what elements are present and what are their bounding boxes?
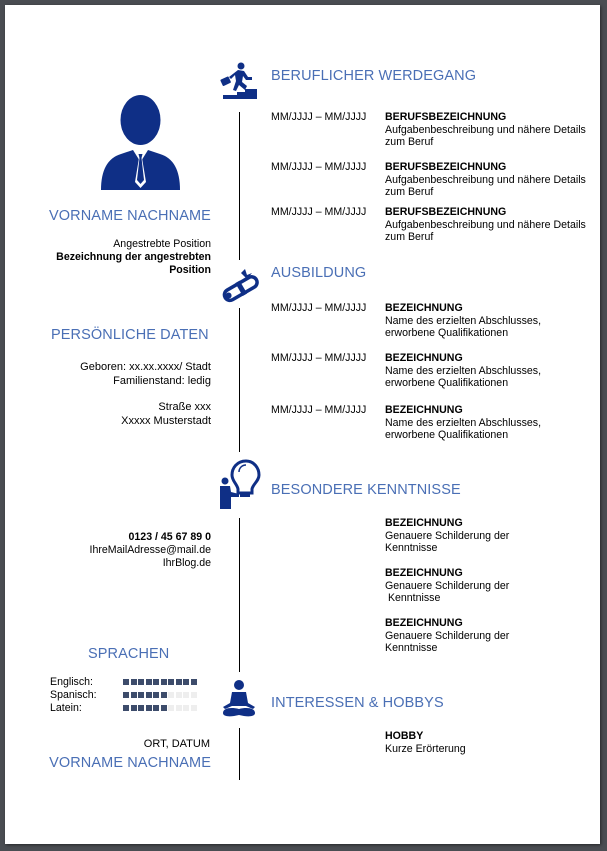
language-row [50,676,93,688]
city: Xxxxx Musterstadt [121,414,211,427]
language-name: Spanisch: [50,689,97,701]
level-dot-filled [191,679,197,685]
entry-line1: Genauere Schilderung der [385,579,510,592]
entry-line1: Genauere Schilderung der [385,529,510,542]
entry-title: BEZEICHNUNG [385,567,463,579]
career-stairs-icon [219,61,259,106]
position-value-1: Bezeichnung der angestrebten [56,250,211,263]
level-dot-empty [183,692,189,698]
position-value-2: Position [169,263,211,276]
level-dot-empty [183,705,189,711]
level-dot-filled [153,705,159,711]
blog-link[interactable]: IhrBlog.de [162,557,211,569]
entry-line2: zum Beruf [385,136,434,149]
entry-date: MM/JJJJ – MM/JJJJ [271,111,367,123]
entry-title: HOBBY [385,730,424,742]
diploma-icon [219,267,263,312]
meditation-icon [219,679,259,724]
entry-description [385,161,600,199]
person-silhouette-icon [93,90,188,192]
level-dot-empty [176,692,182,698]
entry-date: MM/JJJJ – MM/JJJJ [271,404,367,416]
level-dot-filled [131,705,137,711]
entry-title: BEZEICHNUNG [385,517,463,529]
language-row [50,702,82,714]
level-dot-filled [153,679,159,685]
lightbulb-person-icon [219,457,263,516]
language-name: Englisch: [50,676,93,688]
level-dot-filled [123,679,129,685]
entry-line2: Kenntnisse [385,592,441,605]
entry-line2: zum Beruf [385,186,434,199]
level-dot-filled [123,692,129,698]
entry-line2: erworbene Qualifikationen [385,429,509,442]
entry-date: MM/JJJJ – MM/JJJJ [271,206,367,218]
level-dot-empty [168,692,174,698]
street: Straße xxx [158,401,211,413]
entry-title: BERUFSBEZEICHNUNG [385,206,507,218]
entry-date: MM/JJJJ – MM/JJJJ [271,161,367,173]
avatar [93,90,188,192]
level-dot-filled [131,679,137,685]
language-level-bar [123,705,197,711]
timeline-line [239,112,240,260]
entry-line2: erworbene Qualifikationen [385,327,509,340]
level-dot-filled [138,705,144,711]
level-dot-empty [168,705,174,711]
entry-line2: Kenntnisse [385,642,438,655]
level-dot-filled [183,679,189,685]
contact-block [11,531,211,570]
level-dot-filled [161,692,167,698]
level-dot-filled [176,679,182,685]
place-date: ORT, DATUM [143,738,210,750]
languages-heading: SPRACHEN [88,646,170,662]
entry-description [385,567,600,605]
entry-line1: Name des erzielten Abschlusses, [385,364,542,377]
timeline-line [239,308,240,452]
level-dot-empty [191,692,197,698]
level-dot-filled [138,692,144,698]
level-dot-filled [123,705,129,711]
entry-description [385,730,600,755]
personal-heading: PERSÖNLICHE DATEN [51,327,209,343]
entry-line1: Aufgabenbeschreibung und nähere Details [385,218,586,231]
language-level-bar [123,692,197,698]
level-dot-filled [146,679,152,685]
level-dot-empty [191,705,197,711]
entry-line1: Genauere Schilderung der [385,629,510,642]
phone: 0123 / 45 67 89 0 [128,531,211,543]
level-dot-filled [161,679,167,685]
entry-line2: zum Beruf [385,231,434,244]
entry-title: BEZEICHNUNG [385,617,463,629]
entry-title: BEZEICHNUNG [385,302,463,314]
entry-description [385,617,600,655]
entry-description [385,352,600,390]
email-link[interactable]: IhreMailAdresse@mail.de [89,544,211,556]
level-dot-filled [153,692,159,698]
entry-line1: Name des erzielten Abschlusses, [385,416,542,429]
entry-line1: Name des erzielten Abschlusses, [385,314,542,327]
marital-status: Familienstand: ledig [113,374,211,387]
level-dot-filled [138,679,144,685]
entry-line1: Aufgabenbeschreibung und nähere Details [385,173,586,186]
entry-title: BEZEICHNUNG [385,404,463,416]
personal-block [11,361,211,428]
entry-description [385,404,600,442]
entry-description [385,517,600,555]
position-block [11,238,211,276]
entry-description [385,206,600,244]
entry-title: BERUFSBEZEICHNUNG [385,111,507,123]
education-heading: AUSBILDUNG [271,265,367,281]
entry-line2: Kenntnisse [385,542,438,555]
entry-description [385,302,600,340]
entry-title: BERUFSBEZEICHNUNG [385,161,507,173]
entry-description [385,111,600,149]
timeline-line [239,728,240,780]
footer-name: VORNAME NACHNAME [49,755,211,771]
entry-line1: Aufgabenbeschreibung und nähere Details [385,123,586,136]
level-dot-empty [176,705,182,711]
profile-name: VORNAME NACHNAME [49,208,211,224]
level-dot-filled [161,705,167,711]
birth-info: Geboren: xx.xx.xxxx/ Stadt [80,361,211,373]
entry-date: MM/JJJJ – MM/JJJJ [271,352,367,364]
entry-line1: Kurze Erörterung [385,742,466,755]
level-dot-filled [146,705,152,711]
skills-heading: BESONDERE KENNTNISSE [271,482,461,498]
level-dot-filled [131,692,137,698]
level-dot-filled [168,679,174,685]
level-dot-filled [146,692,152,698]
entry-title: BEZEICHNUNG [385,352,463,364]
entry-line2: erworbene Qualifikationen [385,377,509,390]
timeline-line [239,518,240,672]
language-level-bar [123,679,197,685]
cv-page [5,5,600,844]
hobbies-heading: INTERESSEN & HOBBYS [271,695,444,711]
language-row [50,689,97,701]
language-name: Latein: [50,702,82,714]
career-heading: BERUFLICHER WERDEGANG [271,68,477,84]
entry-date: MM/JJJJ – MM/JJJJ [271,302,367,314]
position-label: Angestrebte Position [113,238,211,250]
